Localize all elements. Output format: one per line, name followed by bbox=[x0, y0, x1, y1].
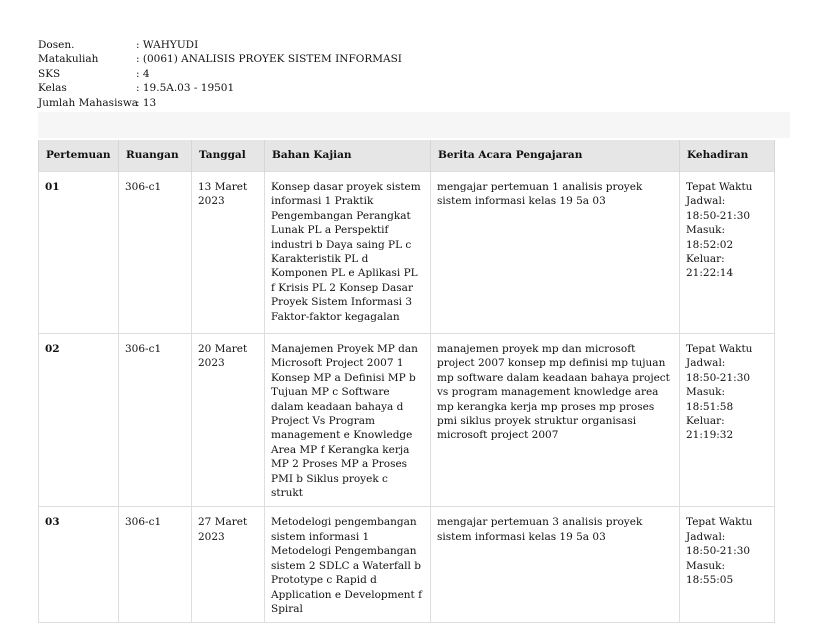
info-label: Kelas bbox=[38, 82, 67, 95]
kehadiran-status: Tepat Waktu bbox=[686, 516, 753, 529]
cell-bahan-kajian: Manajemen Proyek MP dan Microsoft Project 2007 1 Konsep MP a Definisi MP b Tujuan MP c Software dalam keadaan bahaya d Project Vs Program management e Knowledge Area MP f Kerangka kerja MP 2 Proses MP a Proses PMI b Siklus proyek c strukt bbox=[265, 334, 431, 507]
kehadiran-jadwal-value: 18:50-21:30 bbox=[686, 545, 751, 558]
cell-berita-acara: mengajar pertemuan 1 analisis proyek sistem informasi kelas 19 5a 03 bbox=[431, 172, 680, 334]
kehadiran-status: Tepat Waktu bbox=[686, 343, 753, 355]
kehadiran-masuk-value: 18:52:02 bbox=[686, 238, 734, 251]
header-bahan-kajian: Bahan Kajian bbox=[265, 140, 431, 172]
info-label: Dosen. bbox=[38, 39, 75, 51]
kehadiran-jadwal-label: Jadwal: bbox=[686, 530, 726, 543]
cell-bahan-kajian: Metodelogi pengembangan sistem informasi 1 Metodelogi Pengembangan sistem 2 SDLC a Waterfall b Prototype c Rapid d Application e Development f Spiral bbox=[265, 507, 431, 623]
info-row-kelas bbox=[38, 81, 402, 95]
info-row-matakuliah bbox=[38, 52, 402, 66]
info-row-jumlah-mahasiswa bbox=[38, 96, 402, 110]
kehadiran-jadwal-label: Jadwal: bbox=[686, 357, 726, 370]
cell-berita-acara: manajemen proyek mp dan microsoft project 2007 konsep mp definisi mp tujuan mp software dalam keadaan bahaya project vs program management knowledge area mp kerangka kerja mp proses mp proses pmi siklus proyek struktur organisasi microsoft project 2007 bbox=[431, 334, 680, 507]
info-value: : 4 bbox=[136, 67, 150, 80]
cell-tanggal: 27 Maret 2023 bbox=[192, 507, 265, 623]
cell-bahan-kajian: Konsep dasar proyek sistem informasi 1 Praktik Pengembangan Perangkat Lunak PL a Perspektif industri b Daya saing PL c Karakteristik PL d Komponen PL e Aplikasi PL f Krisis PL 2 Konsep Dasar Proyek Sistem Informasi 3 Faktor-faktor kegagalan bbox=[265, 172, 431, 334]
kehadiran-keluar-label: Keluar: bbox=[686, 253, 725, 266]
table-header-row bbox=[39, 140, 775, 172]
header-berita-acara: Berita Acara Pengajaran bbox=[431, 140, 680, 172]
cell-pertemuan: 03 bbox=[39, 507, 119, 623]
cell-ruangan: 306-c1 bbox=[119, 507, 192, 623]
header-tanggal: Tanggal bbox=[192, 140, 265, 172]
info-value: : 19.5A.03 - 19501 bbox=[136, 82, 235, 95]
kehadiran-keluar-value: 21:19:32 bbox=[686, 429, 734, 442]
info-row-dosen bbox=[38, 38, 402, 52]
info-value: : (0061) ANALISIS PROYEK SISTEM INFORMASI bbox=[136, 53, 402, 66]
kehadiran-jadwal-value: 18:50-21:30 bbox=[686, 209, 751, 222]
cell-kehadiran bbox=[680, 172, 775, 334]
cell-tanggal: 20 Maret 2023 bbox=[192, 334, 265, 507]
course-info bbox=[38, 38, 402, 110]
kehadiran-jadwal-value: 18:50-21:30 bbox=[686, 371, 751, 384]
kehadiran-masuk-label: Masuk: bbox=[686, 559, 726, 572]
cell-pertemuan: 02 bbox=[39, 334, 119, 507]
table-row bbox=[39, 507, 775, 623]
info-label: Jumlah Mahasiswa bbox=[38, 96, 139, 109]
cell-ruangan: 306-c1 bbox=[119, 334, 192, 507]
table-row bbox=[39, 334, 775, 507]
info-row-sks bbox=[38, 67, 402, 81]
cell-ruangan: 306-c1 bbox=[119, 172, 192, 334]
schedule-table bbox=[38, 140, 775, 623]
kehadiran-masuk-value: 18:55:05 bbox=[686, 574, 734, 587]
cell-berita-acara: mengajar pertemuan 3 analisis proyek sistem informasi kelas 19 5a 03 bbox=[431, 507, 680, 623]
cell-tanggal: 13 Maret 2023 bbox=[192, 172, 265, 334]
header-kehadiran: Kehadiran bbox=[680, 140, 775, 172]
info-value: : 13 bbox=[136, 96, 157, 109]
cell-pertemuan: 01 bbox=[39, 172, 119, 334]
kehadiran-jadwal-label: Jadwal: bbox=[686, 195, 726, 208]
kehadiran-masuk-label: Masuk: bbox=[686, 386, 726, 399]
kehadiran-masuk-label: Masuk: bbox=[686, 224, 726, 237]
info-value: : WAHYUDI bbox=[136, 39, 199, 51]
info-label: SKS bbox=[38, 67, 61, 80]
info-label: Matakuliah bbox=[38, 53, 99, 66]
cell-kehadiran bbox=[680, 334, 775, 507]
kehadiran-masuk-value: 18:51:58 bbox=[686, 400, 734, 413]
kehadiran-keluar-value: 21:22:14 bbox=[686, 267, 734, 280]
cell-kehadiran bbox=[680, 507, 775, 623]
table-row bbox=[39, 172, 775, 334]
info-band bbox=[38, 112, 790, 138]
kehadiran-keluar-label: Keluar: bbox=[686, 415, 725, 428]
kehadiran-status: Tepat Waktu bbox=[686, 181, 753, 193]
header-pertemuan: Pertemuan bbox=[39, 140, 119, 172]
header-ruangan: Ruangan bbox=[119, 140, 192, 172]
